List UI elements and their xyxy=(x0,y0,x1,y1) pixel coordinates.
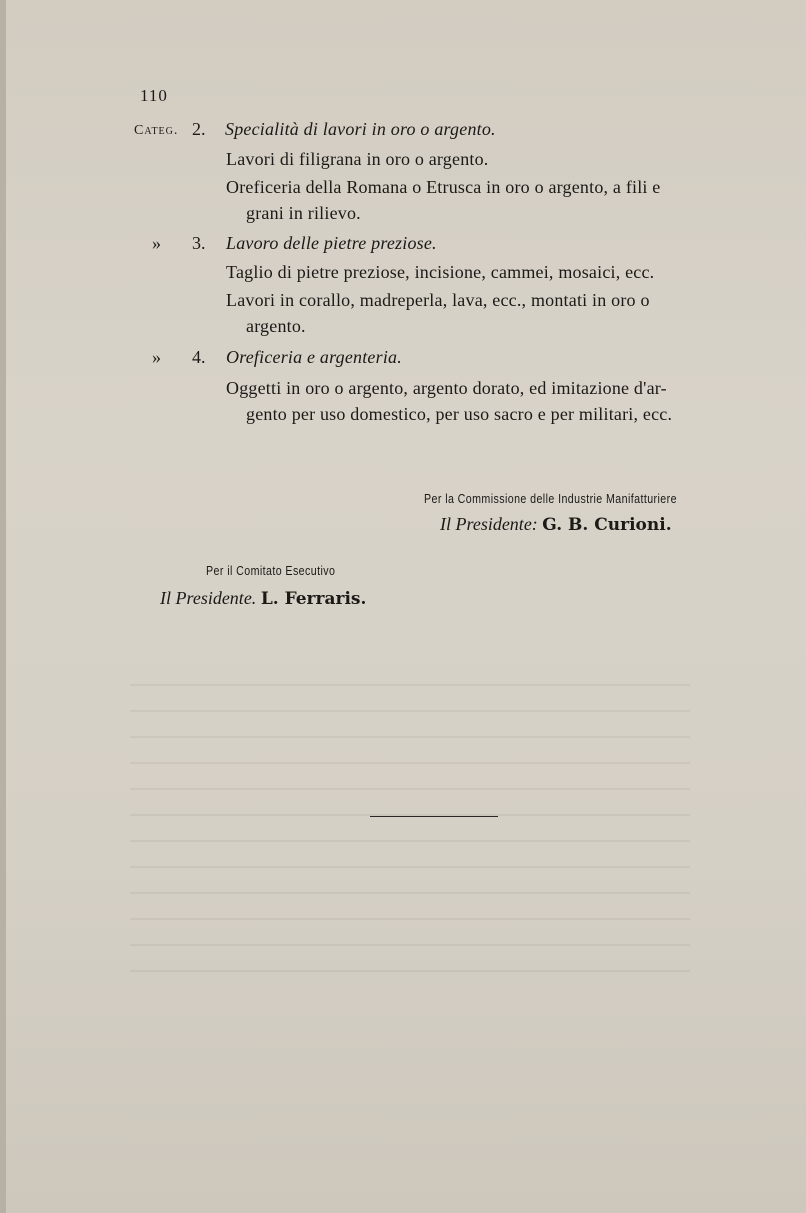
section-line: grani in rilievo. xyxy=(246,203,361,223)
section-number: 4. xyxy=(192,347,206,367)
president-signature-right xyxy=(440,514,672,535)
section-number: 3. xyxy=(192,233,206,253)
section-number: 2. xyxy=(192,119,206,139)
section-heading: Oreficeria e argenteria. xyxy=(226,347,402,367)
ditto-mark: » xyxy=(152,233,162,253)
president-signature-left xyxy=(160,588,366,609)
president-name: L. Ferraris. xyxy=(260,589,367,609)
section-line: Oreficeria della Romana o Etrusca in oro o argento, a fili e xyxy=(226,177,661,197)
section-line: argento. xyxy=(246,316,306,336)
section-line: Lavori in corallo, madreperla, lava, ecc., montati in oro o xyxy=(226,290,650,310)
section-line: gento per uso domestico, per uso sacro e per militari, ecc. xyxy=(246,404,673,424)
bleed-through-text xyxy=(130,660,690,1020)
section-heading: Lavoro delle pietre preziose. xyxy=(226,233,437,253)
committee-line: Per il Comitato Esecutivo xyxy=(206,563,336,578)
section-line: Taglio di pietre preziose, incisione, cammei, mosaici, ecc. xyxy=(226,262,655,282)
categ-label: Categ. xyxy=(134,123,179,138)
section-line: Lavori di filigrana in oro o argento. xyxy=(226,149,489,169)
section-heading: Specialità di lavori in oro o argento. xyxy=(225,119,496,139)
page-number: 110 xyxy=(140,86,168,105)
section-line: Oggetti in oro o argento, argento dorato, ed imitazione d'ar- xyxy=(226,378,667,398)
page-edge xyxy=(0,0,6,1213)
president-title: Il Presidente. xyxy=(160,588,257,608)
ditto-mark: » xyxy=(152,347,162,367)
president-name: G. B. Curioni. xyxy=(542,515,672,535)
president-title: Il Presidente: xyxy=(440,514,538,534)
closing-rule xyxy=(370,816,498,817)
commission-line: Per la Commissione delle Industrie Manifatturiere xyxy=(424,491,677,506)
